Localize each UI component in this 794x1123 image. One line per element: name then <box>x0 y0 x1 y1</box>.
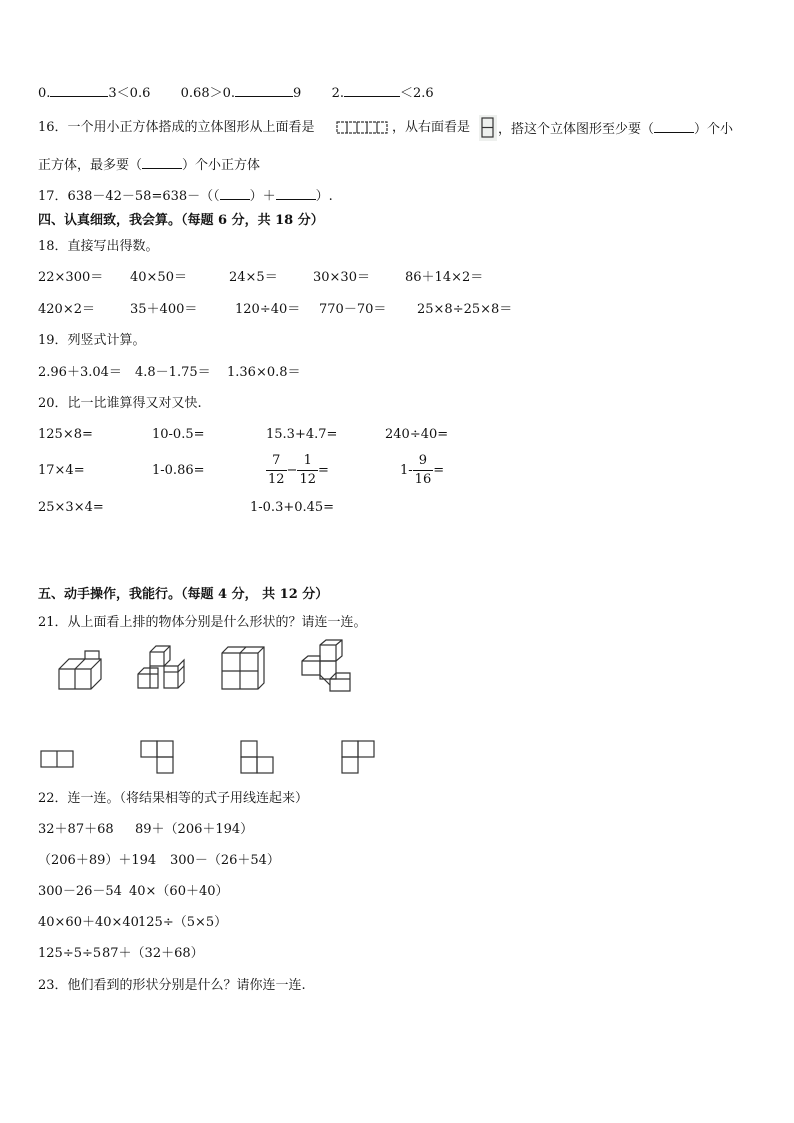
q20-item: 240÷40= <box>385 427 449 442</box>
q18-row1-item: 86＋14×2＝ <box>405 270 484 285</box>
q15-a-prefix: 0. <box>38 86 51 101</box>
q18-row1-item: 30×30＝ <box>313 270 370 285</box>
q15-c-suffix: ＜2.6 <box>399 86 434 101</box>
q22-left-expr[interactable]: 32＋87＋68 <box>38 822 114 837</box>
q15-b-blank[interactable] <box>235 84 293 97</box>
q15-a-suffix: 3＜0.6 <box>108 86 151 101</box>
q20-fraction-expr-1: $\frac{7}{12}$ − $\frac{1}{12}$ = <box>268 453 329 487</box>
q15-b-prefix: 0.68＞0. <box>180 86 235 101</box>
q16-part2: ，从右面看是 <box>392 120 471 135</box>
cube-object-4 <box>300 639 354 693</box>
q19-item: 4.8－1.75＝ <box>135 365 211 380</box>
top-view-shape-3[interactable] <box>240 740 276 776</box>
q20-item: 1-0.86= <box>152 463 205 478</box>
top-view-icon <box>336 120 390 136</box>
q22-title: 22．连一连。（将结果相等的式子用线连起来） <box>38 791 309 806</box>
q17-blank-1[interactable] <box>220 187 250 200</box>
q16-max-blank[interactable] <box>142 156 182 169</box>
q18-row1-item: 24×5＝ <box>229 270 278 285</box>
q15-b-suffix: 9 <box>293 86 302 101</box>
top-view-shape-4[interactable] <box>341 740 377 776</box>
q23-title: 23．他们看到的形状分别是什么？请你连一连. <box>38 978 306 993</box>
q16-line1: 16．一个用小正方体搭成的立体图形从上面看是 <box>38 120 315 135</box>
q15-c-prefix: 2. <box>331 86 344 101</box>
q22-right-expr[interactable]: 40×（60＋40） <box>129 884 229 899</box>
q20-item: 125×8= <box>38 427 93 442</box>
q19-item: 2.96＋3.04＝ <box>38 365 122 380</box>
q19-title: 19．列竖式计算。 <box>38 333 146 348</box>
section-5-heading: 五、动手操作，我能行。（每题 4 分， 共 12 分） <box>38 587 329 602</box>
q20-item: 1-0.3+0.45= <box>250 500 335 515</box>
top-view-shape-2[interactable] <box>140 740 176 776</box>
q22-left-expr[interactable]: 125÷5÷5 <box>38 946 102 961</box>
q15-line <box>38 84 434 102</box>
fraction: $\frac{9}{16}$ <box>414 453 432 487</box>
q22-left-expr[interactable]: 40×60＋40×40 <box>38 915 139 930</box>
q22-left-expr[interactable]: 300－26－54 <box>38 884 122 899</box>
q16-line2: 正方体，最多要（ ）个小正方体 <box>38 158 261 173</box>
q16-part4: ）个小 <box>694 122 734 137</box>
q22-right-expr[interactable]: 87＋（32＋68） <box>102 946 204 961</box>
q15-a-blank[interactable] <box>50 84 108 97</box>
q18-row1-item: 22×300＝ <box>38 270 104 285</box>
q16-part3: ，搭这个立体图形至少要（ <box>498 122 655 137</box>
q18-row2-item: 420×2＝ <box>38 302 95 317</box>
top-view-shape-1[interactable] <box>40 749 76 769</box>
q21-title: 21．从上面看上排的物体分别是什么形状的？请连一连。 <box>38 615 367 630</box>
cube-object-1 <box>55 655 105 691</box>
q18-title: 18．直接写出得数。 <box>38 239 159 254</box>
section-4-heading: 四、认真细致，我会算。（每题 6 分，共 18 分） <box>38 213 324 228</box>
q20-item: 25×3×4= <box>38 500 104 515</box>
q18-row2-item: 770－70＝ <box>319 302 387 317</box>
right-view-icon <box>479 115 497 141</box>
q18-row1-item: 40×50＝ <box>130 270 187 285</box>
q22-right-expr[interactable]: 125÷（5×5） <box>138 915 228 930</box>
q15-c-blank[interactable] <box>344 84 400 97</box>
cube-object-2 <box>136 644 188 694</box>
q20-item: 15.3+4.7= <box>266 427 338 442</box>
q20-title: 20．比一比谁算得又对又快. <box>38 396 202 411</box>
q18-row2-item: 25×8÷25×8＝ <box>417 302 513 317</box>
q19-item: 1.36×0.8＝ <box>227 365 301 380</box>
q18-row2-item: 120÷40＝ <box>235 302 301 317</box>
fraction: $\frac{1}{12}$ <box>299 453 316 487</box>
fraction: $\frac{7}{12}$ <box>268 453 285 487</box>
q20-item: 17×4= <box>38 463 85 478</box>
cube-object-3 <box>220 645 268 693</box>
q20-item: 10-0.5= <box>152 427 205 442</box>
q17-line: 17．638－42－58=638－（（ ）＋ ）. <box>38 189 333 204</box>
q22-right-expr[interactable]: 89＋（206＋194） <box>135 822 254 837</box>
q17-blank-2[interactable] <box>276 187 316 200</box>
q22-right-expr[interactable]: 300－（26＋54） <box>170 853 280 868</box>
q18-row2-item: 35＋400＝ <box>130 302 198 317</box>
q22-left-expr[interactable]: （206＋89）＋194 <box>38 853 157 868</box>
q16-min-blank[interactable] <box>654 120 694 133</box>
q20-fraction-expr-2: 1- $\frac{9}{16}$ = <box>400 453 445 487</box>
